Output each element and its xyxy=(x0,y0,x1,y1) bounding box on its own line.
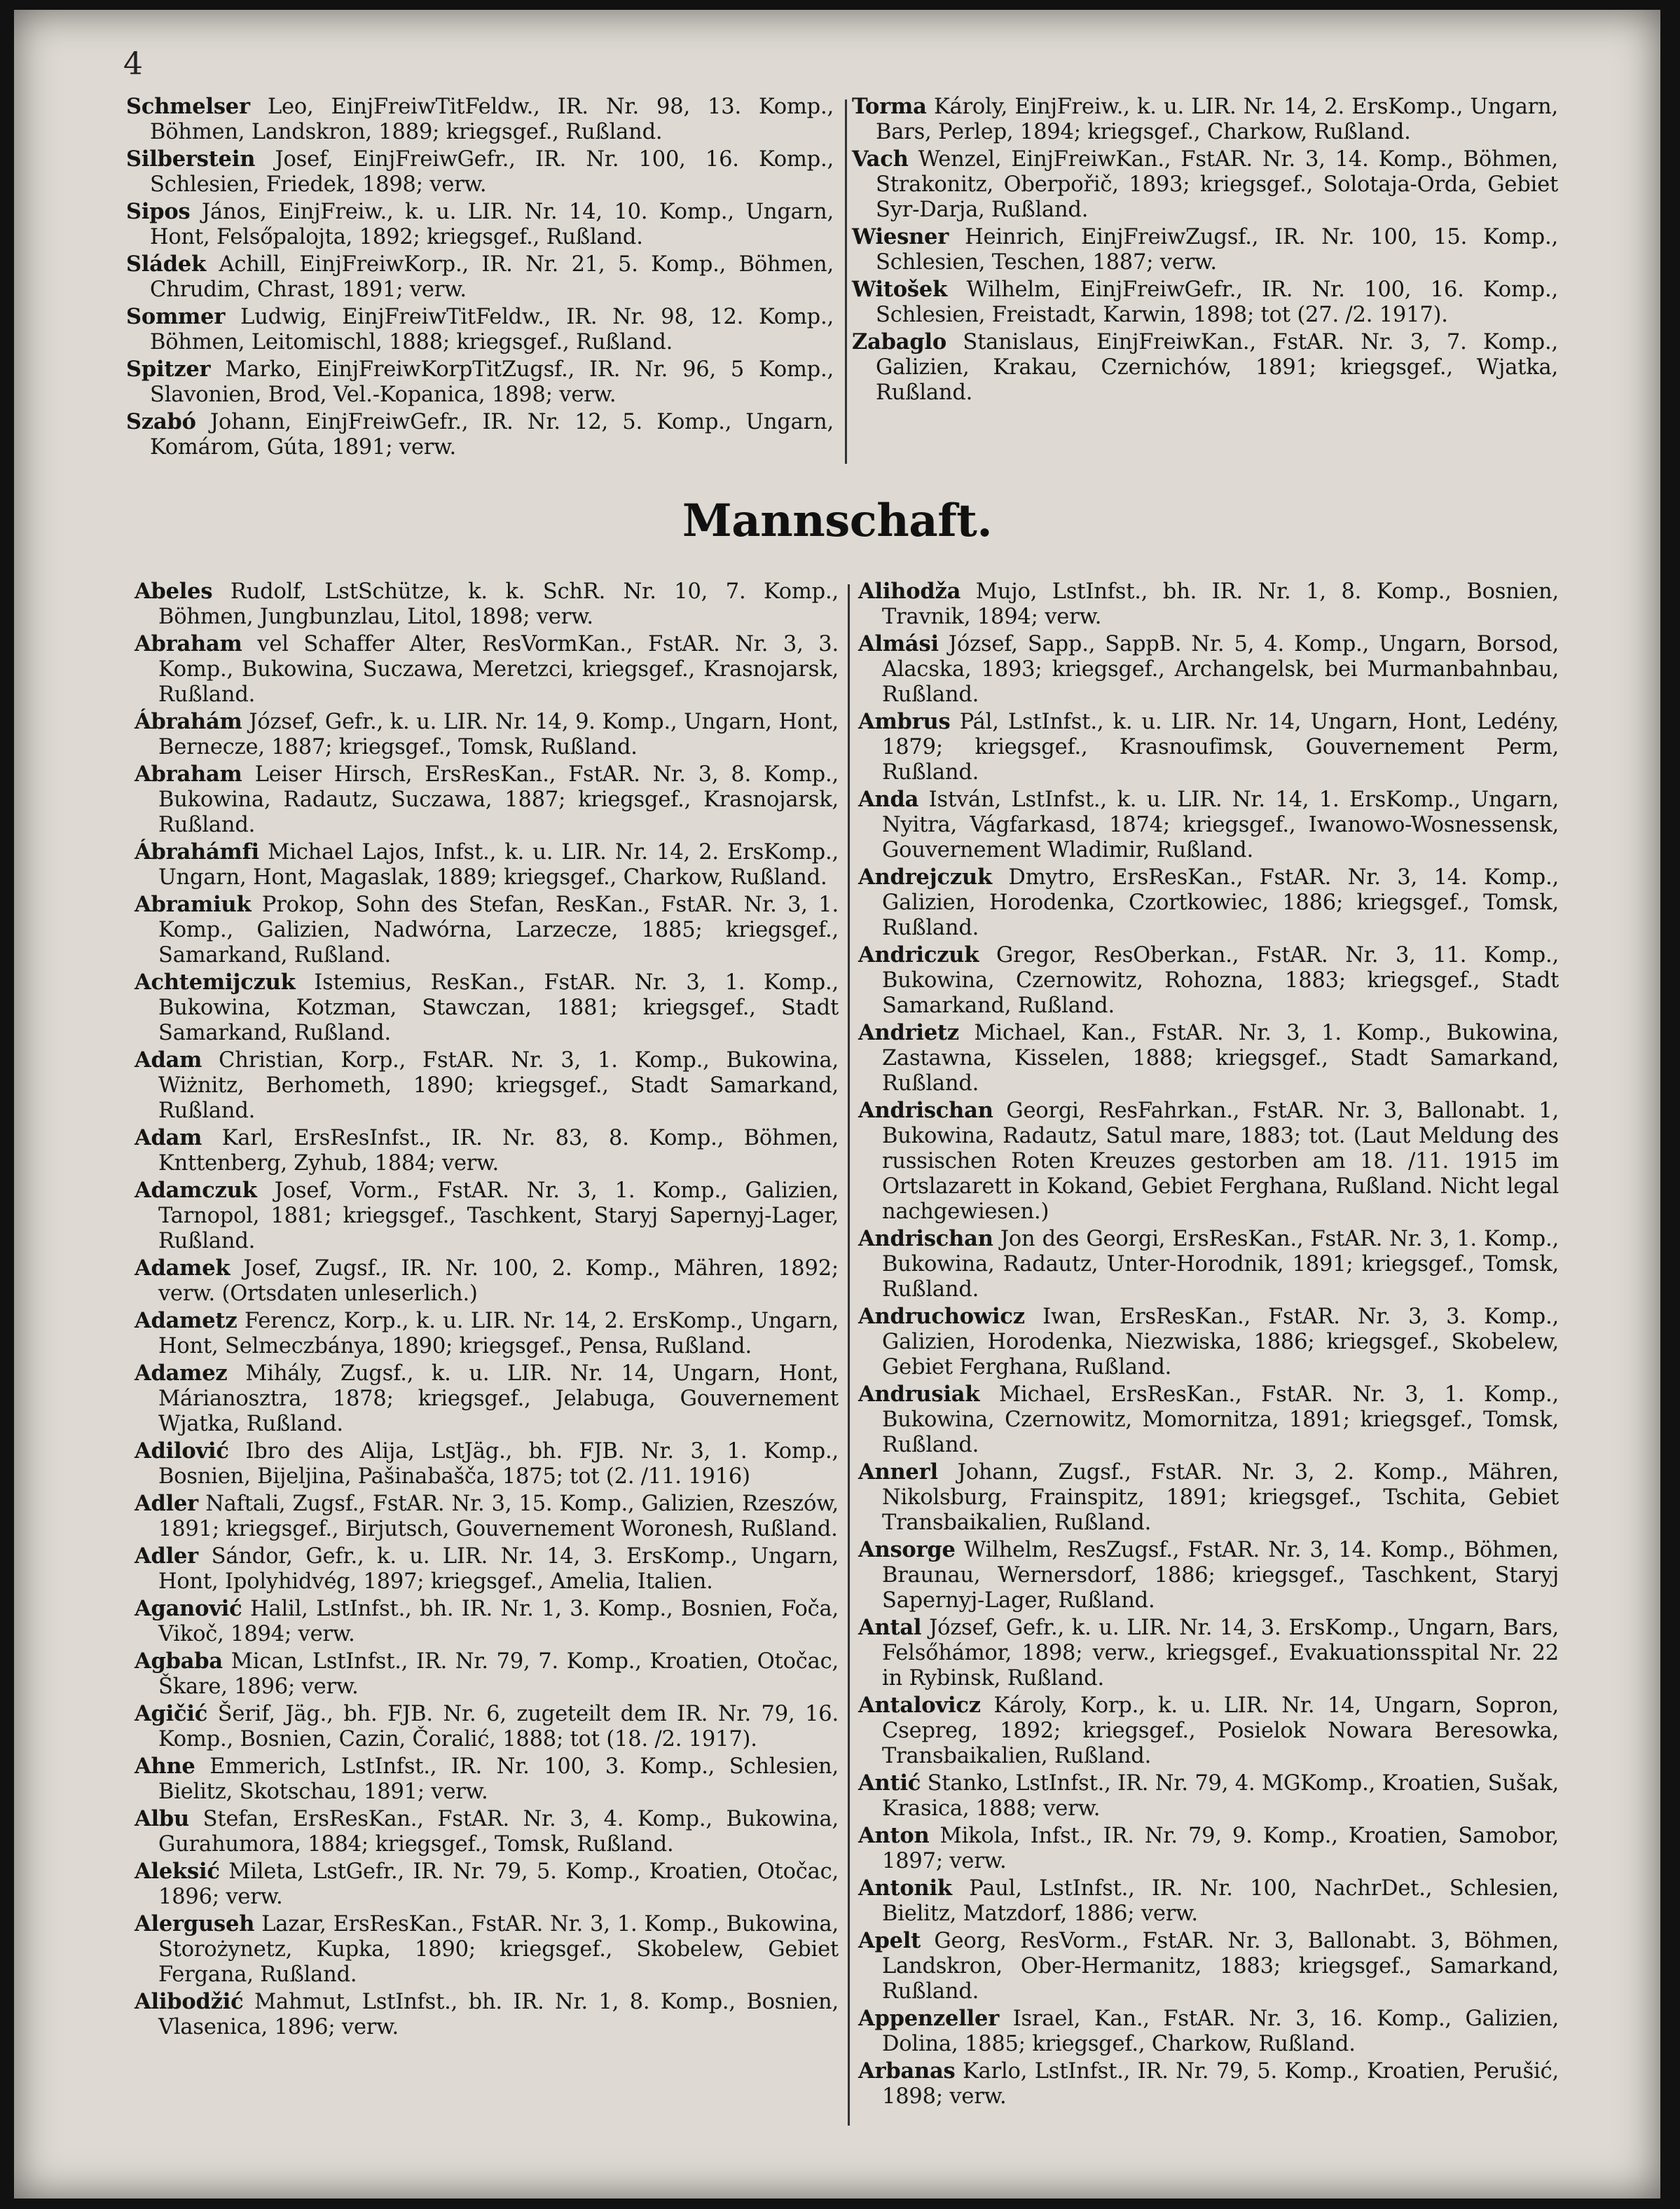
entry-surname: Anton xyxy=(858,1823,930,1848)
entry-surname: Ahne xyxy=(135,1754,195,1779)
entry-details: Mileta, LstGefr., IR. Nr. 79, 5. Komp., Kroatien, Otočac, 1896; verw. xyxy=(158,1859,839,1909)
entry-surname: Aleksić xyxy=(135,1859,220,1884)
entry-details: Stanislaus, EinjFreiwKan., FstAR. Nr. 3, 7. Komp., Galizien, Krakau, Czernichów, 1891; kriegsgef., Wjatka, Rußland. xyxy=(876,330,1558,405)
list-entry xyxy=(135,1701,839,1752)
entry-surname: Sommer xyxy=(126,304,226,329)
list-entry xyxy=(858,631,1559,708)
entry-details: Mikola, Infst., IR. Nr. 79, 9. Komp., Kroatien, Samobor, 1897; verw. xyxy=(882,1824,1559,1873)
entry-details: János, EinjFreiw., k. u. LIR. Nr. 14, 10. Komp., Ungarn, Hont, Felsőpalojta, 1892; kriegsgef., Rußland. xyxy=(150,200,834,249)
entry-details: József, Gefr., k. u. LIR. Nr. 14, 9. Komp., Ungarn, Hont, Bernecze, 1887; kriegsgef., Tomsk, Rußland. xyxy=(158,710,839,759)
entry-surname: Alibodžić xyxy=(135,1989,244,2014)
list-entry xyxy=(858,1537,1559,1613)
list-entry xyxy=(135,1308,839,1359)
list-entry xyxy=(858,1693,1559,1769)
list-entry xyxy=(126,252,834,303)
list-entry xyxy=(852,277,1558,328)
entry-surname: Andrejczuk xyxy=(858,865,992,890)
entry-surname: Antal xyxy=(858,1615,922,1640)
list-entry xyxy=(135,1859,839,1910)
entry-surname: Adam xyxy=(135,1125,202,1150)
list-entry xyxy=(858,2058,1559,2110)
officer-list-left-column xyxy=(126,94,834,462)
entry-surname: Adler xyxy=(135,1543,199,1569)
list-entry xyxy=(126,94,834,145)
entry-details: Mican, LstInfst., IR. Nr. 79, 7. Komp., Kroatien, Otočac, Škare, 1896; verw. xyxy=(158,1649,839,1699)
list-entry xyxy=(858,787,1559,863)
list-entry xyxy=(858,1020,1559,1096)
entry-surname: Alerguseh xyxy=(135,1911,255,1936)
entry-surname: Andrischan xyxy=(858,1226,993,1251)
entry-details: vel Schaffer Alter, ResVormKan., FstAR. Nr. 3, 3. Komp., Bukowina, Suczawa, Meretzci, kriegsgef., Krasnojarsk, Rußland. xyxy=(158,632,839,707)
entry-details: Gregor, ResOberkan., FstAR. Nr. 3, 11. Komp., Bukowina, Czernowitz, Rohozna, 1883; kriegsgef., Stadt Samarkand, Rußland. xyxy=(882,943,1559,1018)
entry-surname: Almási xyxy=(858,631,939,656)
entry-details: József, Sapp., SappB. Nr. 5, 4. Komp., Ungarn, Borsod, Alacska, 1893; kriegsgef., Archangelsk, bei Murmanbahnbau, Rußland. xyxy=(882,632,1559,707)
entry-surname: Adam xyxy=(135,1047,202,1073)
column-divider xyxy=(848,584,850,2126)
list-entry xyxy=(135,1543,839,1595)
entry-details: Paul, LstInfst., IR. Nr. 100, NachrDet., Schlesien, Bielitz, Matzdorf, 1886; verw. xyxy=(882,1876,1559,1926)
list-entry xyxy=(135,1989,839,2040)
list-entry xyxy=(135,1125,839,1176)
list-entry xyxy=(135,762,839,838)
entry-details: Halil, LstInfst., bh. IR. Nr. 1, 3. Komp., Bosnien, Foča, Vikoč, 1894; verw. xyxy=(158,1597,839,1646)
entry-surname: Schmelser xyxy=(126,94,250,119)
entry-surname: Appenzeller xyxy=(858,2006,1000,2031)
list-entry xyxy=(135,892,839,968)
entry-details: József, Gefr., k. u. LIR. Nr. 14, 3. ErsKomp., Ungarn, Bars, Felsőhámor, 1898; verw., kriegsgef., Evakuationsspital Nr. 22 in Rybinsk, Rußland. xyxy=(882,1616,1559,1691)
list-entry xyxy=(135,1649,839,1700)
entry-details: Leiser Hirsch, ErsResKan., FstAR. Nr. 3, 8. Komp., Bukowina, Radautz, Suczawa, 1887; kriegsgef., Krasnojarsk, Rußland. xyxy=(158,762,839,837)
list-entry xyxy=(858,865,1559,941)
list-entry xyxy=(858,1226,1559,1302)
entry-surname: Adametz xyxy=(135,1308,237,1333)
entry-surname: Adamek xyxy=(135,1255,230,1281)
entry-surname: Antonik xyxy=(858,1876,952,1901)
entry-surname: Adamez xyxy=(135,1361,228,1386)
entry-details: Jon des Georgi, ErsResKan., FstAR. Nr. 3, 1. Komp., Bukowina, Radautz, Unter-Horodnik, 1891; kriegsgef., Tomsk, Rußland. xyxy=(882,1227,1559,1302)
entry-surname: Adler xyxy=(135,1491,199,1516)
list-entry xyxy=(135,1178,839,1254)
entry-details: Prokop, Sohn des Stefan, ResKan., FstAR. Nr. 3, 1. Komp., Galizien, Nadwórna, Larzecze, 1885; kriegsgef., Samarkand, Rußland. xyxy=(158,893,839,968)
entry-surname: Wiesner xyxy=(852,224,949,249)
entry-details: Károly, EinjFreiw., k. u. LIR. Nr. 14, 2. ErsKomp., Ungarn, Bars, Perlep, 1894; kriegsgef., Charkow, Rußland. xyxy=(876,95,1558,144)
list-entry xyxy=(126,357,834,408)
entry-details: Georg, ResVorm., FstAR. Nr. 3, Ballonabt. 3, Böhmen, Landskron, Ober-Hermanitz, 1883; kriegsgef., Samarkand, Rußland. xyxy=(882,1929,1559,2004)
entry-surname: Agičić xyxy=(135,1701,208,1726)
list-entry xyxy=(135,1754,839,1805)
entry-details: Emmerich, LstInfst., IR. Nr. 100, 3. Komp., Schlesien, Bielitz, Skotschau, 1891; verw. xyxy=(158,1754,839,1804)
entry-details: Josef, Zugsf., IR. Nr. 100, 2. Komp., Mähren, 1892; verw. (Ortsdaten unleserlich.) xyxy=(158,1256,839,1306)
entry-details: Naftali, Zugsf., FstAR. Nr. 3, 15. Komp., Galizien, Rzeszów, 1891; kriegsgef., Birjutsch, Gouvernement Woronesh, Rußland. xyxy=(158,1492,839,1541)
list-entry xyxy=(858,1770,1559,1822)
entry-details: Lazar, ErsResKan., FstAR. Nr. 3, 1. Komp., Bukowina, Storożynetz, Kupka, 1890; kriegsgef., Skobelew, Gebiet Fergana, Rußland. xyxy=(158,1912,839,1987)
entry-surname: Szabó xyxy=(126,409,196,434)
entry-surname: Ambrus xyxy=(858,709,951,734)
entry-surname: Spitzer xyxy=(126,357,211,382)
list-entry xyxy=(135,1491,839,1542)
document-page xyxy=(14,10,1660,2198)
list-entry xyxy=(858,1928,1559,2004)
entry-details: Josef, Vorm., FstAR. Nr. 3, 1. Komp., Galizien, Tarnopol, 1881; kriegsgef., Taschkent, Staryj Sapernyj-Lager, Rußland. xyxy=(158,1178,839,1253)
list-entry xyxy=(126,199,834,250)
entry-details: Michael, Kan., FstAR. Nr. 3, 1. Komp., Bukowina, Zastawna, Kisselen, 1888; kriegsgef., Stadt Samarkand, Rußland. xyxy=(882,1021,1559,1096)
entry-details: Michael Lajos, Infst., k. u. LIR. Nr. 14, 2. ErsKomp., Ungarn, Hont, Magaslak, 1889; kriegsgef., Charkow, Rußland. xyxy=(158,840,839,890)
list-entry xyxy=(858,2006,1559,2057)
entry-details: Johann, Zugsf., FstAR. Nr. 3, 2. Komp., Mähren, Nikolsburg, Frainspitz, 1891; kriegsgef., Tschita, Gebiet Transbaikalien, Rußland. xyxy=(882,1460,1559,1535)
entry-details: Josef, EinjFreiwGefr., IR. Nr. 100, 16. Komp., Schlesien, Friedek, 1898; verw. xyxy=(150,147,834,197)
entry-surname: Sipos xyxy=(126,199,191,224)
mannschaft-left-column xyxy=(135,579,839,2042)
list-entry xyxy=(135,1438,839,1489)
entry-surname: Vach xyxy=(852,146,909,172)
entry-details: Wilhelm, EinjFreiwGefr., IR. Nr. 100, 16. Komp., Schlesien, Freistadt, Karwin, 1898; tot (27. /2. 1917). xyxy=(876,277,1558,327)
section-heading: Mannschaft. xyxy=(682,495,993,547)
entry-surname: Abraham xyxy=(135,631,242,656)
list-entry xyxy=(135,631,839,708)
entry-details: Georgi, ResFahrkan., FstAR. Nr. 3, Ballonabt. 1, Bukowina, Radautz, Satul mare, 1883; tot. (Laut Meldung des russischen Roten Kreuzes gestorben am 18. /11. 1915 im Ortslazarett in Kokand, Gebiet Ferghana, Rußland. Nicht legal nachgewiesen.) xyxy=(882,1099,1559,1224)
entry-surname: Anda xyxy=(858,787,919,812)
entry-details: Pál, LstInfst., k. u. LIR. Nr. 14, Ungarn, Hont, Ledény, 1879; kriegsgef., Krasnoufimsk, Gouvernement Perm, Rußland. xyxy=(882,710,1559,785)
entry-surname: Ábrahámfi xyxy=(135,839,259,865)
column-divider xyxy=(845,99,847,464)
entry-details: Michael, ErsResKan., FstAR. Nr. 3, 1. Komp., Bukowina, Czernowitz, Momornitza, 1891; kriegsgef., Tomsk, Rußland. xyxy=(882,1382,1559,1457)
list-entry xyxy=(858,1459,1559,1536)
entry-details: Leo, EinjFreiwTitFeldw., IR. Nr. 98, 13. Komp., Böhmen, Landskron, 1889; kriegsgef., Rußland. xyxy=(150,95,834,144)
list-entry xyxy=(135,1047,839,1124)
entry-surname: Aganović xyxy=(135,1596,242,1621)
entry-details: Johann, EinjFreiwGefr., IR. Nr. 12, 5. Komp., Ungarn, Komárom, Gúta, 1891; verw. xyxy=(150,410,834,460)
entry-surname: Achtemijczuk xyxy=(135,970,296,995)
entry-surname: Andrietz xyxy=(858,1020,960,1045)
entry-details: Mujo, LstInfst., bh. IR. Nr. 1, 8. Komp., Bosnien, Travnik, 1894; verw. xyxy=(882,579,1559,629)
list-entry xyxy=(135,579,839,630)
list-entry xyxy=(135,1596,839,1647)
entry-surname: Annerl xyxy=(858,1459,938,1485)
entry-details: Ibro des Alija, LstJäg., bh. FJB. Nr. 3, 1. Komp., Bosnien, Bijeljina, Pašinabašča, 1875; tot (2. /11. 1916) xyxy=(158,1439,839,1489)
list-entry xyxy=(858,1098,1559,1225)
list-entry xyxy=(135,1911,839,1988)
entry-details: Stefan, ErsResKan., FstAR. Nr. 3, 4. Komp., Bukowina, Gurahumora, 1884; kriegsgef., Tomsk, Rußland. xyxy=(158,1807,839,1857)
entry-details: Israel, Kan., FstAR. Nr. 3, 16. Komp., Galizien, Dolina, 1885; kriegsgef., Charkow, Rußland. xyxy=(882,2007,1559,2056)
entry-details: Stanko, LstInfst., IR. Nr. 79, 4. MGKomp., Kroatien, Sušak, Krasica, 1888; verw. xyxy=(882,1771,1559,1821)
list-entry xyxy=(852,146,1558,223)
entry-details: Christian, Korp., FstAR. Nr. 3, 1. Komp., Bukowina, Wiżnitz, Berhometh, 1890; kriegsgef., Stadt Samarkand, Rußland. xyxy=(158,1048,839,1123)
entry-surname: Andrischan xyxy=(858,1098,993,1123)
page-number: 4 xyxy=(123,46,143,82)
entry-surname: Torma xyxy=(852,94,927,119)
entry-surname: Andruchowicz xyxy=(858,1304,1025,1329)
list-entry xyxy=(858,1823,1559,1874)
entry-surname: Zabaglo xyxy=(852,329,946,355)
officer-list-right-column xyxy=(852,94,1558,407)
list-entry xyxy=(852,94,1558,145)
entry-surname: Arbanas xyxy=(858,2058,956,2084)
list-entry xyxy=(852,329,1558,406)
list-entry xyxy=(126,304,834,355)
list-entry xyxy=(858,1615,1559,1691)
entry-details: Mihály, Zugsf., k. u. LIR. Nr. 14, Ungarn, Hont, Márianosztra, 1878; kriegsgef., Jelabuga, Gouvernement Wjatka, Rußland. xyxy=(158,1361,839,1436)
list-entry xyxy=(135,839,839,890)
entry-details: Heinrich, EinjFreiwZugsf., IR. Nr. 100, 15. Komp., Schlesien, Teschen, 1887; verw. xyxy=(876,225,1558,275)
entry-surname: Abraham xyxy=(135,762,242,787)
list-entry xyxy=(858,942,1559,1019)
list-entry xyxy=(858,1304,1559,1380)
entry-details: Karl, ErsResInfst., IR. Nr. 83, 8. Komp., Böhmen, Knttenberg, Zyhub, 1884; verw. xyxy=(158,1126,839,1176)
list-entry xyxy=(135,709,839,760)
entry-surname: Ábrahám xyxy=(135,709,242,734)
list-entry xyxy=(858,709,1559,785)
list-entry xyxy=(135,1361,839,1437)
entry-details: Wilhelm, ResZugsf., FstAR. Nr. 3, 14. Komp., Böhmen, Braunau, Wernersdorf, 1886; kriegsgef., Taschkent, Staryj Sapernyj-Lager, Rußland. xyxy=(882,1538,1559,1613)
entry-surname: Abramiuk xyxy=(135,892,252,917)
list-entry xyxy=(858,1382,1559,1458)
entry-details: Šerif, Jäg., bh. FJB. Nr. 6, zugeteilt dem IR. Nr. 79, 16. Komp., Bosnien, Cazin, Čoralić, 1888; tot (18. /2. 1917). xyxy=(158,1702,839,1752)
entry-surname: Witošek xyxy=(852,277,948,302)
entry-surname: Apelt xyxy=(858,1928,921,1953)
entry-details: Achill, EinjFreiwKorp., IR. Nr. 21, 5. Komp., Böhmen, Chrudim, Chrast, 1891; verw. xyxy=(150,252,834,302)
list-entry xyxy=(135,970,839,1046)
entry-surname: Alihodža xyxy=(858,579,961,604)
entry-surname: Andrusiak xyxy=(858,1382,980,1407)
mannschaft-right-column xyxy=(858,579,1559,2111)
entry-surname: Antić xyxy=(858,1770,921,1796)
entry-details: Mahmut, LstInfst., bh. IR. Nr. 1, 8. Komp., Bosnien, Vlasenica, 1896; verw. xyxy=(158,1990,839,2039)
entry-surname: Sládek xyxy=(126,252,207,277)
entry-details: Károly, Korp., k. u. LIR. Nr. 14, Ungarn, Sopron, Csepreg, 1892; kriegsgef., Posielok Nowara Beresowka, Transbaikalien, Rußland. xyxy=(882,1693,1559,1768)
entry-details: Marko, EinjFreiwKorpTitZugsf., IR. Nr. 96, 5 Komp., Slavonien, Brod, Vel.-Kopanica, 1898; verw. xyxy=(150,357,834,407)
entry-surname: Abeles xyxy=(135,579,213,604)
entry-details: Ferencz, Korp., k. u. LIR. Nr. 14, 2. ErsKomp., Ungarn, Hont, Selmeczbánya, 1890; kriegsgef., Pensa, Rußland. xyxy=(158,1309,839,1358)
list-entry xyxy=(858,579,1559,630)
list-entry xyxy=(126,146,834,198)
entry-surname: Andriczuk xyxy=(858,942,979,968)
entry-details: Wenzel, EinjFreiwKan., FstAR. Nr. 3, 14. Komp., Böhmen, Strakonitz, Oberpořič, 1893; kriegsgef., Solotaja-Orda, Gebiet Syr-Darja, Rußland. xyxy=(876,147,1558,222)
list-entry xyxy=(135,1255,839,1307)
entry-details: Istemius, ResKan., FstAR. Nr. 3, 1. Komp., Bukowina, Kotzman, Stawczan, 1881; kriegsgef., Stadt Samarkand, Rußland. xyxy=(158,970,839,1045)
entry-details: Sándor, Gefr., k. u. LIR. Nr. 14, 3. ErsKomp., Ungarn, Hont, Ipolyhidvég, 1897; kriegsgef., Amelia, Italien. xyxy=(158,1544,839,1594)
list-entry xyxy=(135,1806,839,1857)
entry-details: Karlo, LstInfst., IR. Nr. 79, 5. Komp., Kroatien, Perušić, 1898; verw. xyxy=(882,2059,1559,2109)
list-entry xyxy=(126,409,834,460)
entry-details: Iwan, ErsResKan., FstAR. Nr. 3, 3. Komp., Galizien, Horodenka, Niezwiska, 1886; kriegsgef., Skobelew, Gebiet Ferghana, Rußland. xyxy=(882,1305,1559,1379)
entry-surname: Albu xyxy=(135,1806,189,1831)
list-entry xyxy=(858,1876,1559,1927)
entry-surname: Antalovicz xyxy=(858,1693,981,1718)
entry-surname: Silberstein xyxy=(126,146,256,172)
entry-details: Dmytro, ErsResKan., FstAR. Nr. 3, 14. Komp., Galizien, Horodenka, Czortkowiec, 1886; kriegsgef., Tomsk, Rußland. xyxy=(882,865,1559,940)
entry-details: Rudolf, LstSchütze, k. k. SchR. Nr. 10, 7. Komp., Böhmen, Jungbunzlau, Litol, 1898; verw. xyxy=(158,579,839,629)
list-entry xyxy=(852,224,1558,275)
entry-surname: Adamczuk xyxy=(135,1178,257,1203)
entry-surname: Adilović xyxy=(135,1438,229,1464)
entry-details: Ludwig, EinjFreiwTitFeldw., IR. Nr. 98, 12. Komp., Böhmen, Leitomischl, 1888; kriegsgef., Rußland. xyxy=(150,305,834,355)
entry-surname: Agbaba xyxy=(135,1649,223,1674)
entry-surname: Ansorge xyxy=(858,1537,956,1562)
entry-details: István, LstInfst., k. u. LIR. Nr. 14, 1. ErsKomp., Ungarn, Nyitra, Vágfarkasd, 1874; kriegsgef., Iwanowo-Wosnessensk, Gouvernement Wladimir, Rußland. xyxy=(882,787,1559,862)
